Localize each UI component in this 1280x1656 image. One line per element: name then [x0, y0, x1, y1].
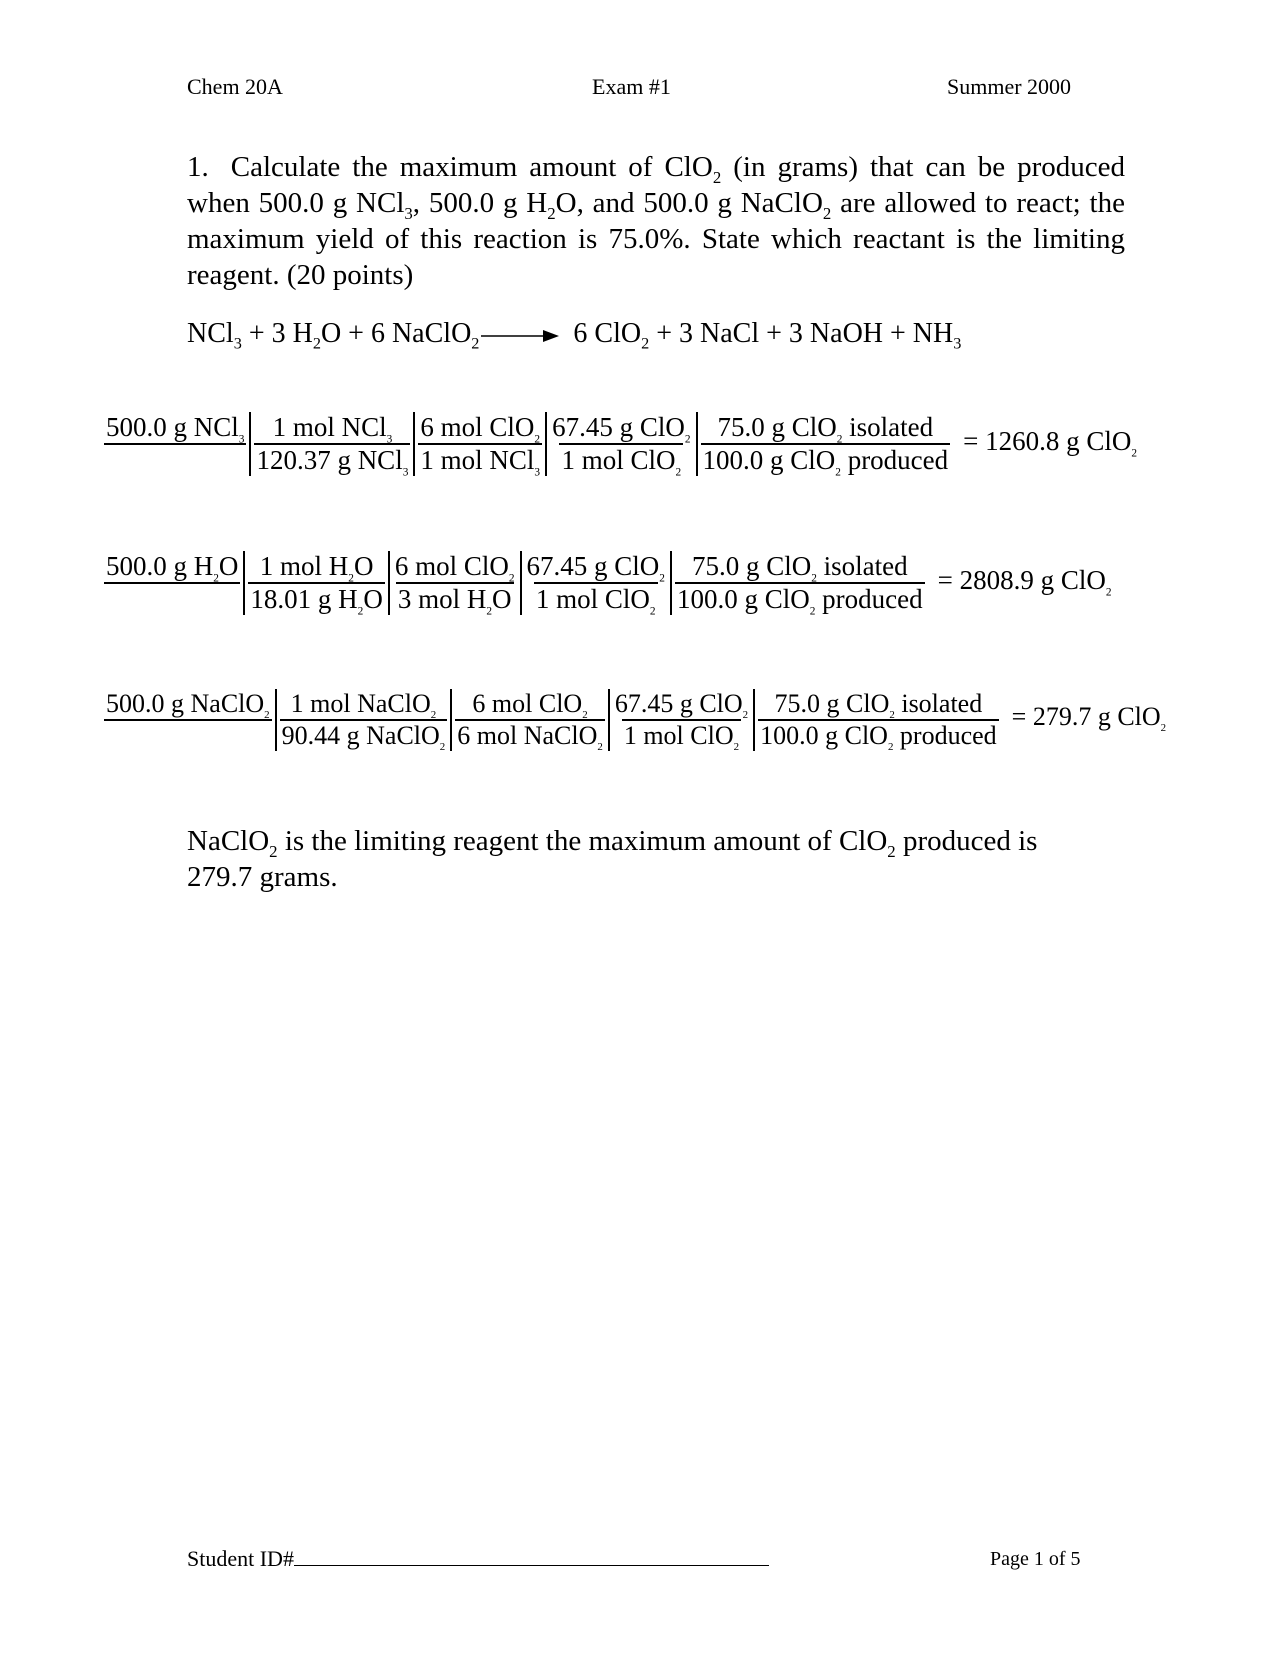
answer-conclusion: NaClO$_2$ is the limiting reagent the maximum amount of ClO$_2$ produced is 279.7 grams.	[187, 825, 1038, 893]
question-number: 1.	[187, 151, 209, 183]
calculation-ncl3	[104, 412, 1138, 479]
calculation-result: = 279.7 g ClO$_2$	[1011, 702, 1167, 735]
starting-amount: 500.0 g NaClO$_2$	[106, 689, 270, 722]
calculation-result: = 2808.9 g ClO$_2$	[937, 564, 1112, 598]
student-id-blank-line	[294, 1545, 769, 1566]
conversion-factor: $\frac{67.45 g ClO_2}{1 mol ClO_2}$	[520, 551, 670, 615]
exam-label: Exam #1	[592, 74, 671, 99]
student-id-field	[187, 1545, 769, 1572]
page-number: Page 1 of 5	[990, 1548, 1081, 1570]
reaction-equation: NCl$_3$ + 3 $H_2O + 6$ NaClO$_2$ 6 ClO$_2$ + 3 NaCl + 3 NaOH + $NH_3$	[187, 318, 962, 353]
conversion-factor: $\frac{6 mol ClO_2}{3 mol H_2O}$	[388, 551, 520, 615]
student-id-label: Student ID#	[187, 1546, 294, 1571]
yield-factor: $\frac{75.0 g ClO_2 isolated}{100.0 g ClO_2 produced}$	[696, 412, 954, 476]
conversion-factor: $\frac{67.45 g ClO_2}{1 mol ClO_2}$	[608, 689, 753, 751]
starting-amount: 500.0 g $H_2O$	[106, 551, 239, 585]
calculation-naclo2	[104, 689, 1167, 754]
calculation-result: = 1260.8 g ClO$_2$	[963, 425, 1138, 459]
starting-amount: 500.0 g NCl$_3$	[106, 412, 245, 446]
conversion-factor: $\frac{67.45 g ClO_2}{1 mol ClO_2}$	[545, 412, 695, 476]
term-label: Summer 2000	[947, 74, 1072, 99]
conversion-factor: $\frac{1 mol H_2O}{18.01 g H_2O}$	[243, 551, 387, 615]
yield-factor: $\frac{75.0 g ClO_2 isolated}{100.0 g ClO_2 produced}$	[753, 689, 1002, 751]
calculation-h2o	[104, 551, 1112, 618]
course-label: Chem 20A	[187, 74, 283, 99]
reaction-arrow-icon	[481, 328, 559, 344]
conversion-factor: $\frac{6 mol ClO_2}{1 mol NCl_3}$	[413, 412, 545, 476]
conversion-factor: $\frac{1 mol NCl_3}{120.37 g NCl_3}$	[249, 412, 413, 476]
conversion-factor: $\frac{1 mol NaClO_2}{90.44 g NaClO_2}$	[275, 689, 451, 751]
yield-factor: $\frac{75.0 g ClO_2 isolated}{100.0 g ClO_2 produced}$	[670, 551, 928, 615]
question-text: 1. Calculate the maximum amount of ClO$_2$ (in grams) that can be produced when 500.0 g NCl$_3$, 500.0 g $H_2O$, and 500.0 g NaClO$_2$ are allowed to react; the maximum yield of this reaction is 75.0%. State which reactant is the limiting reagent. (20 points)	[187, 151, 1126, 291]
conversion-factor: $\frac{6 mol ClO_2}{6 mol NaClO_2}$	[450, 689, 608, 751]
